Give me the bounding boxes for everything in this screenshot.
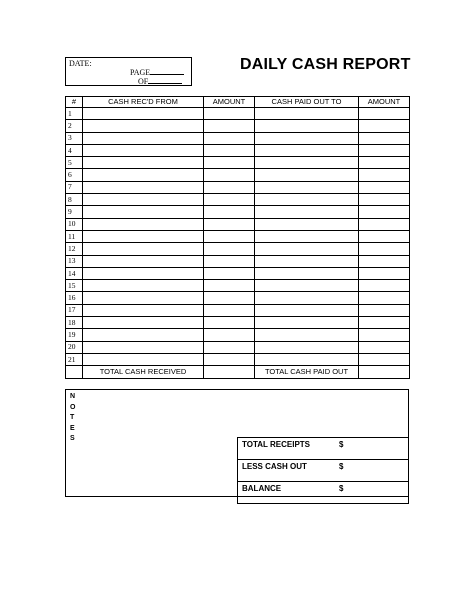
total-cash-paid-out-amount[interactable] xyxy=(359,366,410,379)
row-number-cell: 11 xyxy=(66,230,83,242)
amount-paid-cell[interactable] xyxy=(359,169,410,181)
notes-letter: T xyxy=(70,414,75,421)
table-row xyxy=(66,132,410,144)
cash-received-from-cell[interactable] xyxy=(83,255,204,267)
amount-received-cell[interactable] xyxy=(204,329,255,341)
amount-received-cell[interactable] xyxy=(204,267,255,279)
cash-paid-out-to-cell[interactable] xyxy=(255,267,359,279)
table-header-row xyxy=(66,97,410,108)
amount-paid-cell[interactable] xyxy=(359,120,410,132)
cash-paid-out-to-cell[interactable] xyxy=(255,218,359,230)
less-cash-out-currency: $ xyxy=(339,462,344,471)
cash-received-from-cell[interactable] xyxy=(83,108,204,120)
amount-paid-cell[interactable] xyxy=(359,243,410,255)
amount-received-cell[interactable] xyxy=(204,341,255,353)
cash-received-from-cell[interactable] xyxy=(83,120,204,132)
col-header-amount-paid: AMOUNT xyxy=(359,97,410,108)
table-row xyxy=(66,292,410,304)
cash-paid-out-to-cell[interactable] xyxy=(255,280,359,292)
summary-table xyxy=(237,437,409,504)
amount-received-cell[interactable] xyxy=(204,317,255,329)
total-cash-received-amount[interactable] xyxy=(204,366,255,379)
table-row xyxy=(66,206,410,218)
cash-paid-out-to-cell[interactable] xyxy=(255,230,359,242)
less-cash-out-label: LESS CASH OUT xyxy=(242,462,307,471)
amount-paid-cell[interactable] xyxy=(359,157,410,169)
table-row xyxy=(66,157,410,169)
cash-paid-out-to-cell[interactable] xyxy=(255,144,359,156)
row-number-cell: 7 xyxy=(66,181,83,193)
col-header-number: # xyxy=(66,97,83,108)
cash-received-from-cell[interactable] xyxy=(83,341,204,353)
col-header-amount-received: AMOUNT xyxy=(204,97,255,108)
amount-paid-cell[interactable] xyxy=(359,255,410,267)
cash-paid-out-to-cell[interactable] xyxy=(255,194,359,206)
date-page-box xyxy=(65,57,192,86)
table-row xyxy=(66,341,410,353)
amount-paid-cell[interactable] xyxy=(359,280,410,292)
of-blank[interactable] xyxy=(148,83,182,84)
amount-paid-cell[interactable] xyxy=(359,181,410,193)
amount-received-cell[interactable] xyxy=(204,169,255,181)
notes-letter: S xyxy=(70,435,75,442)
row-number-cell: 8 xyxy=(66,194,83,206)
of-label: OF xyxy=(138,77,149,86)
cash-received-from-cell[interactable] xyxy=(83,169,204,181)
amount-paid-cell[interactable] xyxy=(359,132,410,144)
cash-received-from-cell[interactable] xyxy=(83,304,204,316)
table-row xyxy=(66,144,410,156)
table-row xyxy=(66,255,410,267)
amount-received-cell[interactable] xyxy=(204,304,255,316)
amount-received-cell[interactable] xyxy=(204,292,255,304)
amount-paid-cell[interactable] xyxy=(359,206,410,218)
cash-paid-out-to-cell[interactable] xyxy=(255,243,359,255)
row-number-cell: 16 xyxy=(66,292,83,304)
cash-received-from-cell[interactable] xyxy=(83,280,204,292)
amount-received-cell[interactable] xyxy=(204,206,255,218)
col-header-cash-paid-out-to: CASH PAID OUT TO xyxy=(255,97,359,108)
cash-paid-out-to-cell[interactable] xyxy=(255,304,359,316)
amount-paid-cell[interactable] xyxy=(359,267,410,279)
date-label: DATE: xyxy=(69,59,92,68)
row-number-cell: 3 xyxy=(66,132,83,144)
table-row xyxy=(66,181,410,193)
balance-currency: $ xyxy=(339,484,344,493)
summary-row-total-receipts xyxy=(238,438,409,460)
amount-paid-cell[interactable] xyxy=(359,108,410,120)
amount-received-cell[interactable] xyxy=(204,108,255,120)
table-row xyxy=(66,120,410,132)
amount-paid-cell[interactable] xyxy=(359,304,410,316)
cash-received-from-cell[interactable] xyxy=(83,181,204,193)
cash-received-from-cell[interactable] xyxy=(83,317,204,329)
total-receipts-field[interactable] xyxy=(238,438,409,460)
table-row xyxy=(66,218,410,230)
cash-paid-out-to-cell[interactable] xyxy=(255,120,359,132)
cash-paid-out-to-cell[interactable] xyxy=(255,132,359,144)
table-row xyxy=(66,194,410,206)
row-number-cell: 2 xyxy=(66,120,83,132)
row-number-cell: 18 xyxy=(66,317,83,329)
table-row xyxy=(66,243,410,255)
amount-received-cell[interactable] xyxy=(204,243,255,255)
amount-received-cell[interactable] xyxy=(204,280,255,292)
row-number-cell: 6 xyxy=(66,169,83,181)
total-cash-paid-out-label: TOTAL CASH PAID OUT xyxy=(255,366,359,379)
row-number-cell: 15 xyxy=(66,280,83,292)
report-title: DAILY CASH REPORT xyxy=(240,56,411,73)
page-of-field[interactable] xyxy=(138,77,182,86)
amount-received-cell[interactable] xyxy=(204,218,255,230)
notes-letter: N xyxy=(70,393,76,400)
amount-paid-cell[interactable] xyxy=(359,329,410,341)
total-cash-received-label: TOTAL CASH RECEIVED xyxy=(83,366,204,379)
amount-paid-cell[interactable] xyxy=(359,341,410,353)
cash-received-from-cell[interactable] xyxy=(83,132,204,144)
amount-received-cell[interactable] xyxy=(204,353,255,365)
balance-label: BALANCE xyxy=(242,484,282,493)
row-number-cell: 20 xyxy=(66,341,83,353)
amount-received-cell[interactable] xyxy=(204,181,255,193)
row-number-cell: 9 xyxy=(66,206,83,218)
row-number-cell: 5 xyxy=(66,157,83,169)
amount-received-cell[interactable] xyxy=(204,144,255,156)
table-row xyxy=(66,169,410,181)
row-number-cell: 13 xyxy=(66,255,83,267)
less-cash-out-field[interactable] xyxy=(238,460,409,482)
total-receipts-currency: $ xyxy=(339,440,344,449)
table-row xyxy=(66,108,410,120)
cash-paid-out-to-cell[interactable] xyxy=(255,317,359,329)
cash-received-from-cell[interactable] xyxy=(83,243,204,255)
cash-received-from-cell[interactable] xyxy=(83,230,204,242)
cash-paid-out-to-cell[interactable] xyxy=(255,341,359,353)
totals-row xyxy=(66,366,410,379)
amount-received-cell[interactable] xyxy=(204,194,255,206)
row-number-cell: 21 xyxy=(66,353,83,365)
cash-paid-out-to-cell[interactable] xyxy=(255,181,359,193)
cash-paid-out-to-cell[interactable] xyxy=(255,157,359,169)
row-number-cell: 4 xyxy=(66,144,83,156)
cash-received-from-cell[interactable] xyxy=(83,194,204,206)
amount-received-cell[interactable] xyxy=(204,230,255,242)
amount-received-cell[interactable] xyxy=(204,132,255,144)
row-number-cell: 19 xyxy=(66,329,83,341)
cash-paid-out-to-cell[interactable] xyxy=(255,108,359,120)
notes-letter: E xyxy=(70,424,75,432)
amount-paid-cell[interactable] xyxy=(359,317,410,329)
cash-received-from-cell[interactable] xyxy=(83,329,204,341)
amount-received-cell[interactable] xyxy=(204,157,255,169)
summary-row-less-cash-out xyxy=(238,460,409,482)
row-number-cell: 14 xyxy=(66,267,83,279)
amount-paid-cell[interactable] xyxy=(359,144,410,156)
cash-paid-out-to-cell[interactable] xyxy=(255,292,359,304)
table-row xyxy=(66,280,410,292)
page-blank[interactable] xyxy=(150,74,184,75)
cash-received-from-cell[interactable] xyxy=(83,218,204,230)
row-number-cell: 17 xyxy=(66,304,83,316)
amount-paid-cell[interactable] xyxy=(359,292,410,304)
row-number-cell: 12 xyxy=(66,243,83,255)
table-row xyxy=(66,267,410,279)
cash-log-table xyxy=(65,96,410,379)
amount-received-cell[interactable] xyxy=(204,255,255,267)
total-receipts-label: TOTAL RECEIPTS xyxy=(242,440,311,449)
cash-paid-out-to-cell[interactable] xyxy=(255,255,359,267)
row-number-cell: 10 xyxy=(66,218,83,230)
table-row xyxy=(66,329,410,341)
amount-paid-cell[interactable] xyxy=(359,230,410,242)
page-number-field[interactable] xyxy=(130,68,184,77)
cash-received-from-cell[interactable] xyxy=(83,144,204,156)
cash-received-from-cell[interactable] xyxy=(83,292,204,304)
amount-paid-cell[interactable] xyxy=(359,353,410,365)
table-row xyxy=(66,353,410,365)
cash-received-from-cell[interactable] xyxy=(83,353,204,365)
table-row xyxy=(66,317,410,329)
col-header-cash-received-from: CASH REC'D FROM xyxy=(83,97,204,108)
amount-received-cell[interactable] xyxy=(204,120,255,132)
summary-row-balance xyxy=(238,482,409,504)
cash-received-from-cell[interactable] xyxy=(83,267,204,279)
cash-received-from-cell[interactable] xyxy=(83,206,204,218)
cash-received-from-cell[interactable] xyxy=(83,157,204,169)
cash-paid-out-to-cell[interactable] xyxy=(255,353,359,365)
balance-field[interactable] xyxy=(238,482,409,504)
table-row xyxy=(66,230,410,242)
notes-letter: O xyxy=(70,403,76,411)
table-row xyxy=(66,304,410,316)
amount-paid-cell[interactable] xyxy=(359,218,410,230)
cash-paid-out-to-cell[interactable] xyxy=(255,169,359,181)
amount-paid-cell[interactable] xyxy=(359,194,410,206)
page-label: PAGE xyxy=(130,68,151,77)
cash-paid-out-to-cell[interactable] xyxy=(255,329,359,341)
totals-number-cell xyxy=(66,366,83,379)
cash-paid-out-to-cell[interactable] xyxy=(255,206,359,218)
notes-label xyxy=(70,392,75,445)
row-number-cell: 1 xyxy=(66,108,83,120)
